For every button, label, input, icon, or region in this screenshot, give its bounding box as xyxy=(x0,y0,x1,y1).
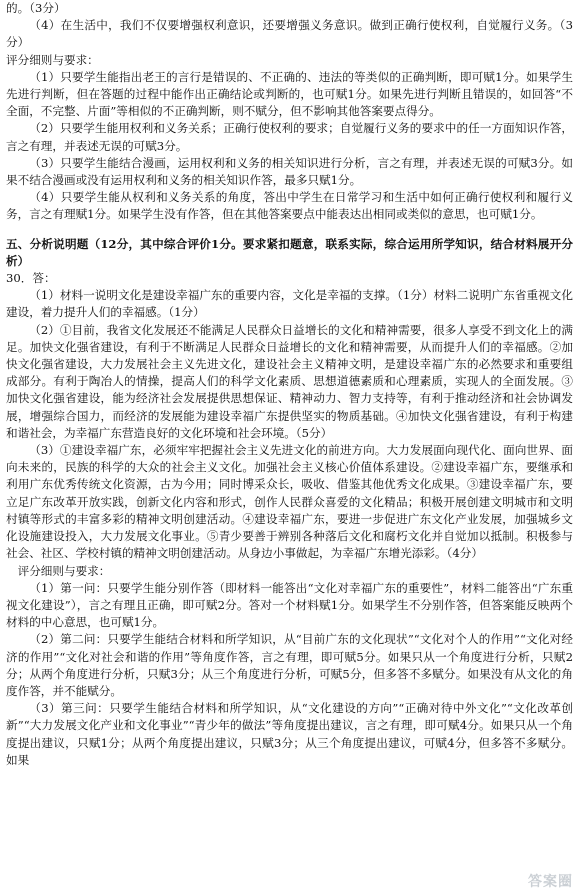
question-30-label: 30．答： xyxy=(6,271,56,286)
scoring-q3: （3）第三问：只要学生能结合材料和所学知识，从“文化建设的方向”“正确对待中外文化”“文化改革创新”“大力发展文化产业和文化事业”“青少年的做法”等角度提出建议，言之有理，即可赋4分。如果只从一个角度提出建议，只赋1分；从两个角度提出建议，只赋3分；从三个角度提出建议，可赋4分，但多答不多赋分。如果 xyxy=(6,701,573,767)
text-line: 的。（3分） xyxy=(6,1,66,15)
spacer xyxy=(6,224,573,236)
scoring-q1: （1）第一问：只要学生能分别作答（即材料一能答出“文化对幸福广东的重要性”，材料二能答出“广东重视文化建设”），言之有理且正确，即可赋2分。答对一个材料赋1分。如果学生不分别作答，但答案能反映两个材料的中心意思，也可赋1分。 xyxy=(6,580,573,630)
scoring-rule-2: （2）只要学生能用权利和义务关系；正确行使权利的要求；自觉履行义务的要求中的任一方面知识作答，言之有理，并表述无误的可赋3分。 xyxy=(6,121,573,153)
answer-part-3: （3）①建设幸福广东，必须牢牢把握社会主义先进文化的前进方向。大力发展面向现代化、面向世界、面向未来的，民族的科学的大众的社会主义文化。加强社会主义核心价值体系建设。②建设幸福广东，要继承和利用广东优秀传统文化资源，古为今用；同时博采众长，吸收、借鉴其他优秀文化成果。③建设幸福广东，要立足广东改革开放实践，创新文化内容和形式，创作人民群众喜爱的文化精品；积极开展创建文明城市和文明村镇等形式的丰富多彩的精神文明创建活动。④建设幸福广东，要进一步促进广东文化产业发展，加强城乡文化设施建设投入，大力发展文化事业。⑤青少要善于辨别各种落后文化和腐朽文化并自觉加以抵制。积极参与社会、社区、学校村镇的精神文明创建活动。从身边小事做起，为幸福广东增光添彩。（4分） xyxy=(6,443,573,561)
watermark-logo: 答案圈 xyxy=(528,873,573,890)
section-five-heading: 五、分析说明题（12分，其中综合评价1分。要求紧扣题意，联系实际，综合运用所学知识，结合材料展开分析） xyxy=(6,236,573,268)
scoring-rule-3: （3）只要学生能结合漫画，运用权利和义务的相关知识进行分析，言之有理，并表述无误的可赋3分。如果不结合漫画或没有运用权利和义务的相关知识作答，最多只赋1分。 xyxy=(6,155,573,188)
answer-part-2: （2）①目前，我省文化发展还不能满足人民群众日益增长的文化和精神需要，很多人享受不到文化上的满足。加快文化强省建设，有利于不断满足人民群众日益增长的文化和精神需要，从而提升人们的幸福感。②加快文化强省建设，大力发展社会主义先进文化，建设社会主义精神文明，是建设幸福广东的必然要求和重要组成部分。有利于陶冶人的情操，提高人们的科学文化素质、思想道德素质和心理素质，实现人的全面发展。③加快文化强省建设，能为经济社会发展提供思想保证、精神动力、智力支持等，有利于推动经济和社会协调发展，增强综合国力，而经济的发展能为建设幸福广东提供坚实的物质基础。④加快文化强省建设，有利于构建和谐社会，为幸福广东营造良好的文化环境和社会环境。（5分） xyxy=(6,322,573,440)
scoring-rule-1: （1）只要学生能指出老王的言行是错误的、不正确的、违法的等类似的正确判断，即可赋1分。如果学生先进行判断，但在答题的过程中能作出正确结论或判断的，也可赋1分。如果先进行判断且错误的，如回答“不全面，不完整、片面”等相似的不正确判断，则不赋分，但不影响其他答案要点得分。 xyxy=(6,69,573,119)
scoring-q2: （2）第二问：只要学生能结合材料和所学知识，从“目前广东的文化现状”“文化对个人的作用”“文化对经济的作用”“文化对社会和谐的作用”等角度作答，言之有理，即可赋5分。如果只从一个角度进行分析，只赋2分；从两个角度进行分析，只赋3分；从三个角度进行分析，可赋5分，但多答不多赋分。如果没有从文化的角度作答，并不能赋分。 xyxy=(6,632,573,698)
answer-item-4: （4）在生活中，我们不仅要增强权利意识，还要增强义务意识。做到正确行使权利，自觉履行义务。（3分） xyxy=(6,18,573,50)
scoring-rule-4: （4）只要学生能从权利和义务关系的角度，答出中学生在日常学习和生活中如何正确行使权利和履行义务，言之有理赋1分。如果学生没有作答，但在其他答案要点中能表达出相同或类似的意思，也可赋1分。 xyxy=(6,190,573,222)
section-heading: 评分细则与要求： xyxy=(6,52,99,67)
section-heading-2: 评分细则与要求： xyxy=(17,563,111,578)
answer-part-1: （1）材料一说明文化是建设幸福广东的重要内容，文化是幸福的支撑。（1分）材料二说明广东省重视文化建设，着力提升人们的幸福感。（1分） xyxy=(6,288,573,320)
